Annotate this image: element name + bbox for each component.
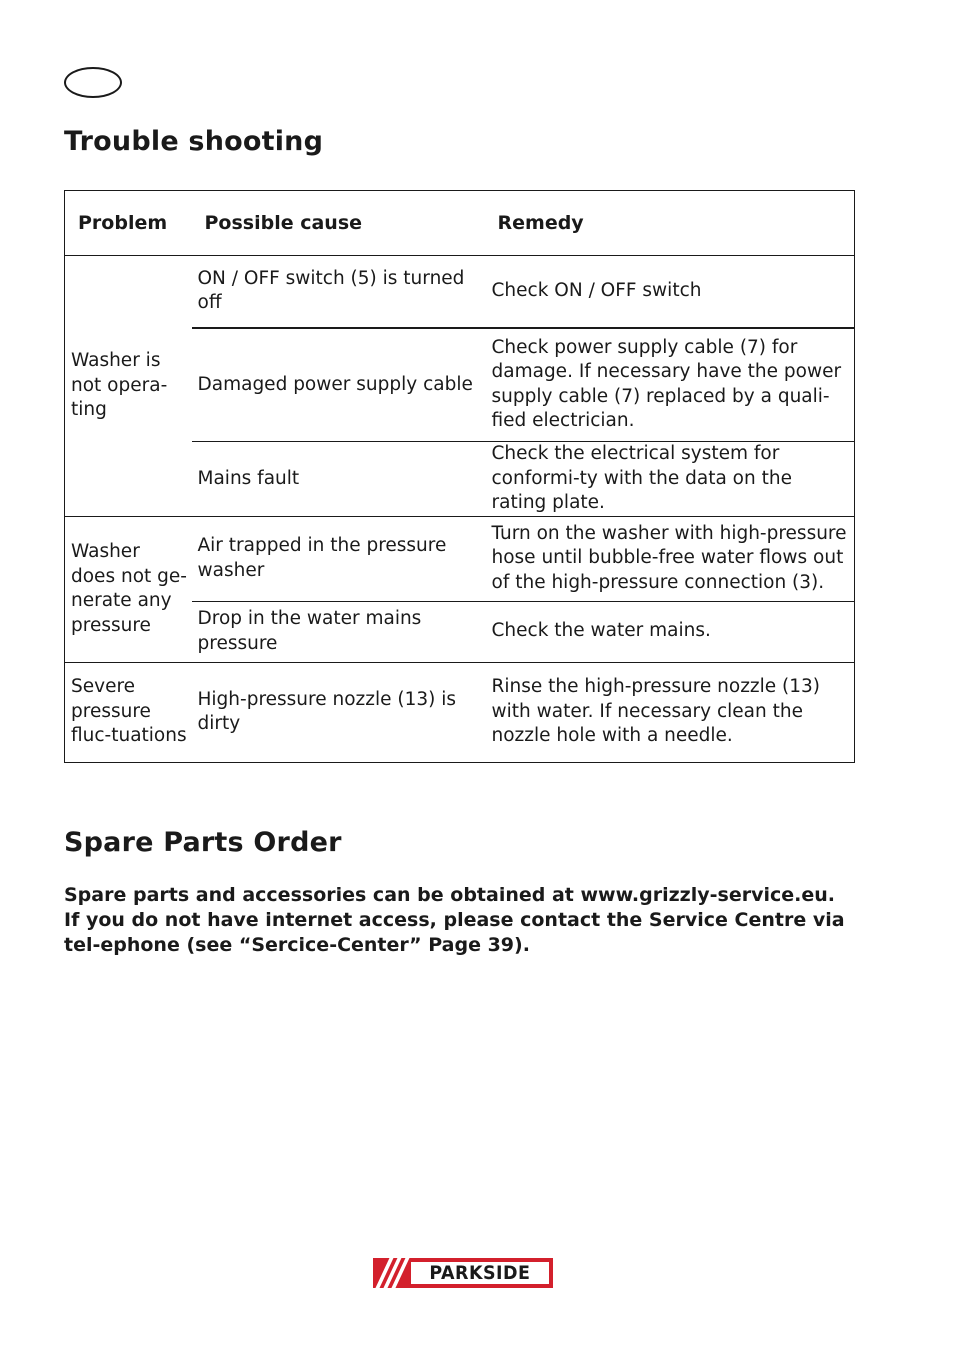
cause-cell: Mains fault xyxy=(192,442,485,517)
problem-cell: Washer does not ge-nerate any pressure xyxy=(65,516,192,662)
table-header-row xyxy=(65,191,855,256)
logo-slashes-icon xyxy=(373,1258,411,1288)
header-remedy: Remedy xyxy=(485,191,855,256)
spare-parts-line: If you do not have internet access, please contact the Service Centre via tel-ephone (see “Sercice-Center” Page 39). xyxy=(64,909,845,956)
spare-parts-text xyxy=(64,883,864,958)
table-row xyxy=(65,662,855,762)
remedy-cell: Rinse the high-pressure nozzle (13) with water. If necessary clean the nozzle hole with a needle. xyxy=(485,662,855,762)
problem-cell: Washer is not opera-ting xyxy=(65,256,192,517)
trouble-shooting-table xyxy=(64,190,855,763)
parkside-logo xyxy=(373,1258,553,1288)
table-row xyxy=(65,256,855,328)
cause-cell: Damaged power supply cable xyxy=(192,328,485,442)
remedy-cell: Check ON / OFF switch xyxy=(485,256,855,328)
cause-cell: High-pressure nozzle (13) is dirty xyxy=(192,662,485,762)
remedy-cell: Check power supply cable (7) for damage. If necessary have the power supply cable (7) replaced by a quali-fied electrician. xyxy=(485,328,855,442)
header-problem: Problem xyxy=(65,191,192,256)
remedy-cell: Check the water mains. xyxy=(485,601,855,662)
language-badge xyxy=(64,67,122,98)
cause-cell: ON / OFF switch (5) is turned off xyxy=(192,256,485,328)
problem-cell: Severe pressure fluc-tuations xyxy=(65,662,192,762)
table-row xyxy=(65,516,855,601)
logo-wordmark-box xyxy=(411,1262,549,1284)
remedy-cell: Turn on the washer with high-pressure hose until bubble-free water flows out of the high-pressure connection (3). xyxy=(485,516,855,601)
logo-wordmark: PARKSIDE xyxy=(429,1262,531,1284)
spare-parts-line: Spare parts and accessories can be obtained at www.grizzly-service.eu. xyxy=(64,884,835,906)
spare-parts-heading: Spare Parts Order xyxy=(64,827,342,858)
header-possible-cause: Possible cause xyxy=(192,191,485,256)
remedy-cell: Check the electrical system for conformi-ty with the data on the rating plate. xyxy=(485,442,855,517)
cause-cell: Air trapped in the pressure washer xyxy=(192,516,485,601)
cause-cell: Drop in the water mains pressure xyxy=(192,601,485,662)
trouble-shooting-heading: Trouble shooting xyxy=(64,126,324,157)
